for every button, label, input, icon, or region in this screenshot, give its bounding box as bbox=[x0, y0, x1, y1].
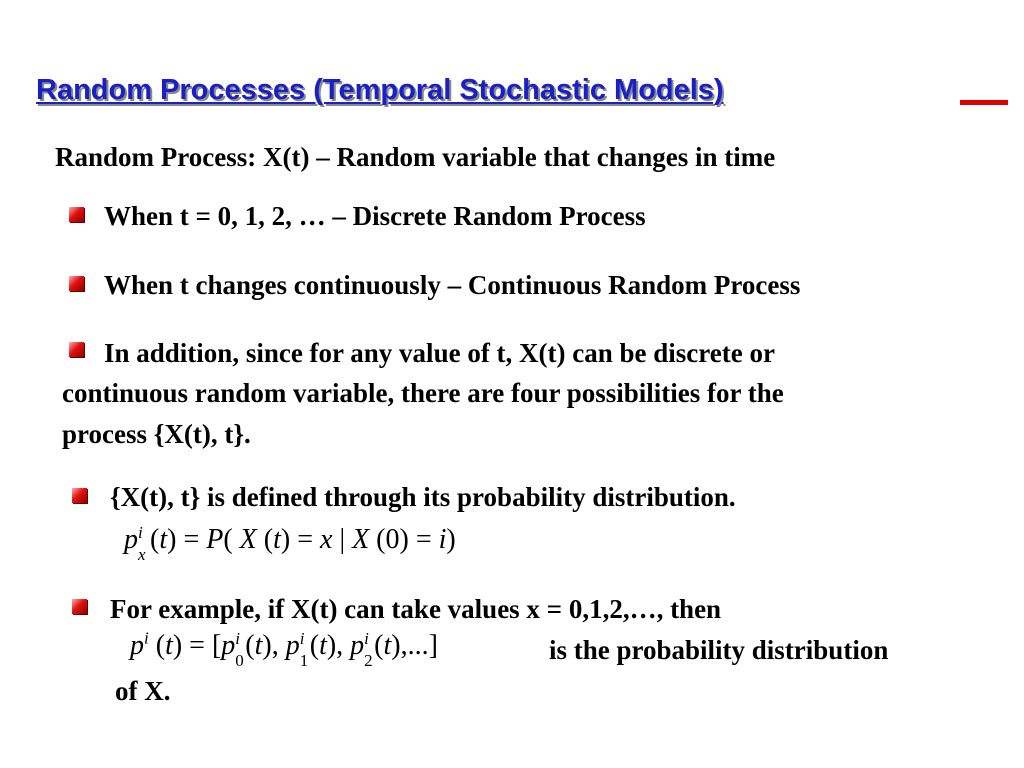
bullet-discrete: When t = 0, 1, 2, … – Discrete Random Process bbox=[104, 201, 646, 231]
bullet-addition-line-2: continuous random variable, there are four possibilities for the bbox=[62, 378, 784, 408]
intro-text: Random Process: X(t) – Random variable that changes in time bbox=[55, 142, 776, 172]
formula-trailing-text: is the probability distribution bbox=[549, 635, 889, 665]
red-square-bullet-icon bbox=[69, 276, 84, 291]
sub-bullet-example: For example, if X(t) can take values x = 0,1,2,…, then bbox=[110, 594, 722, 624]
sub-bullet-definition: {X(t), t} is defined through its probability distribution. bbox=[110, 482, 736, 512]
title-accent-rule bbox=[960, 100, 1008, 105]
formula-distribution-vector: $p^i$ (t) = [p i 0 (t), p i 1 (t), p i 2 (t),...] bbox=[130, 628, 438, 670]
slide-title: Random Processes (Temporal Stochastic Models) bbox=[36, 74, 724, 106]
bullet-continuous: When t changes continuously – Continuous Random Process bbox=[104, 270, 801, 300]
red-square-bullet-icon bbox=[72, 599, 87, 614]
formula-last-line: of X. bbox=[115, 676, 171, 706]
red-square-bullet-icon bbox=[69, 207, 84, 222]
bullet-addition-line-1: In addition, since for any value of t, X(t) can be discrete or bbox=[104, 338, 775, 368]
red-square-bullet-icon bbox=[72, 488, 87, 503]
bullet-addition-line-3: process {X(t), t}. bbox=[62, 419, 251, 449]
formula-probability-distribution: p i x (t) = P( X (t) = x | X (0) = i) bbox=[124, 523, 456, 564]
red-square-bullet-icon bbox=[69, 342, 84, 357]
